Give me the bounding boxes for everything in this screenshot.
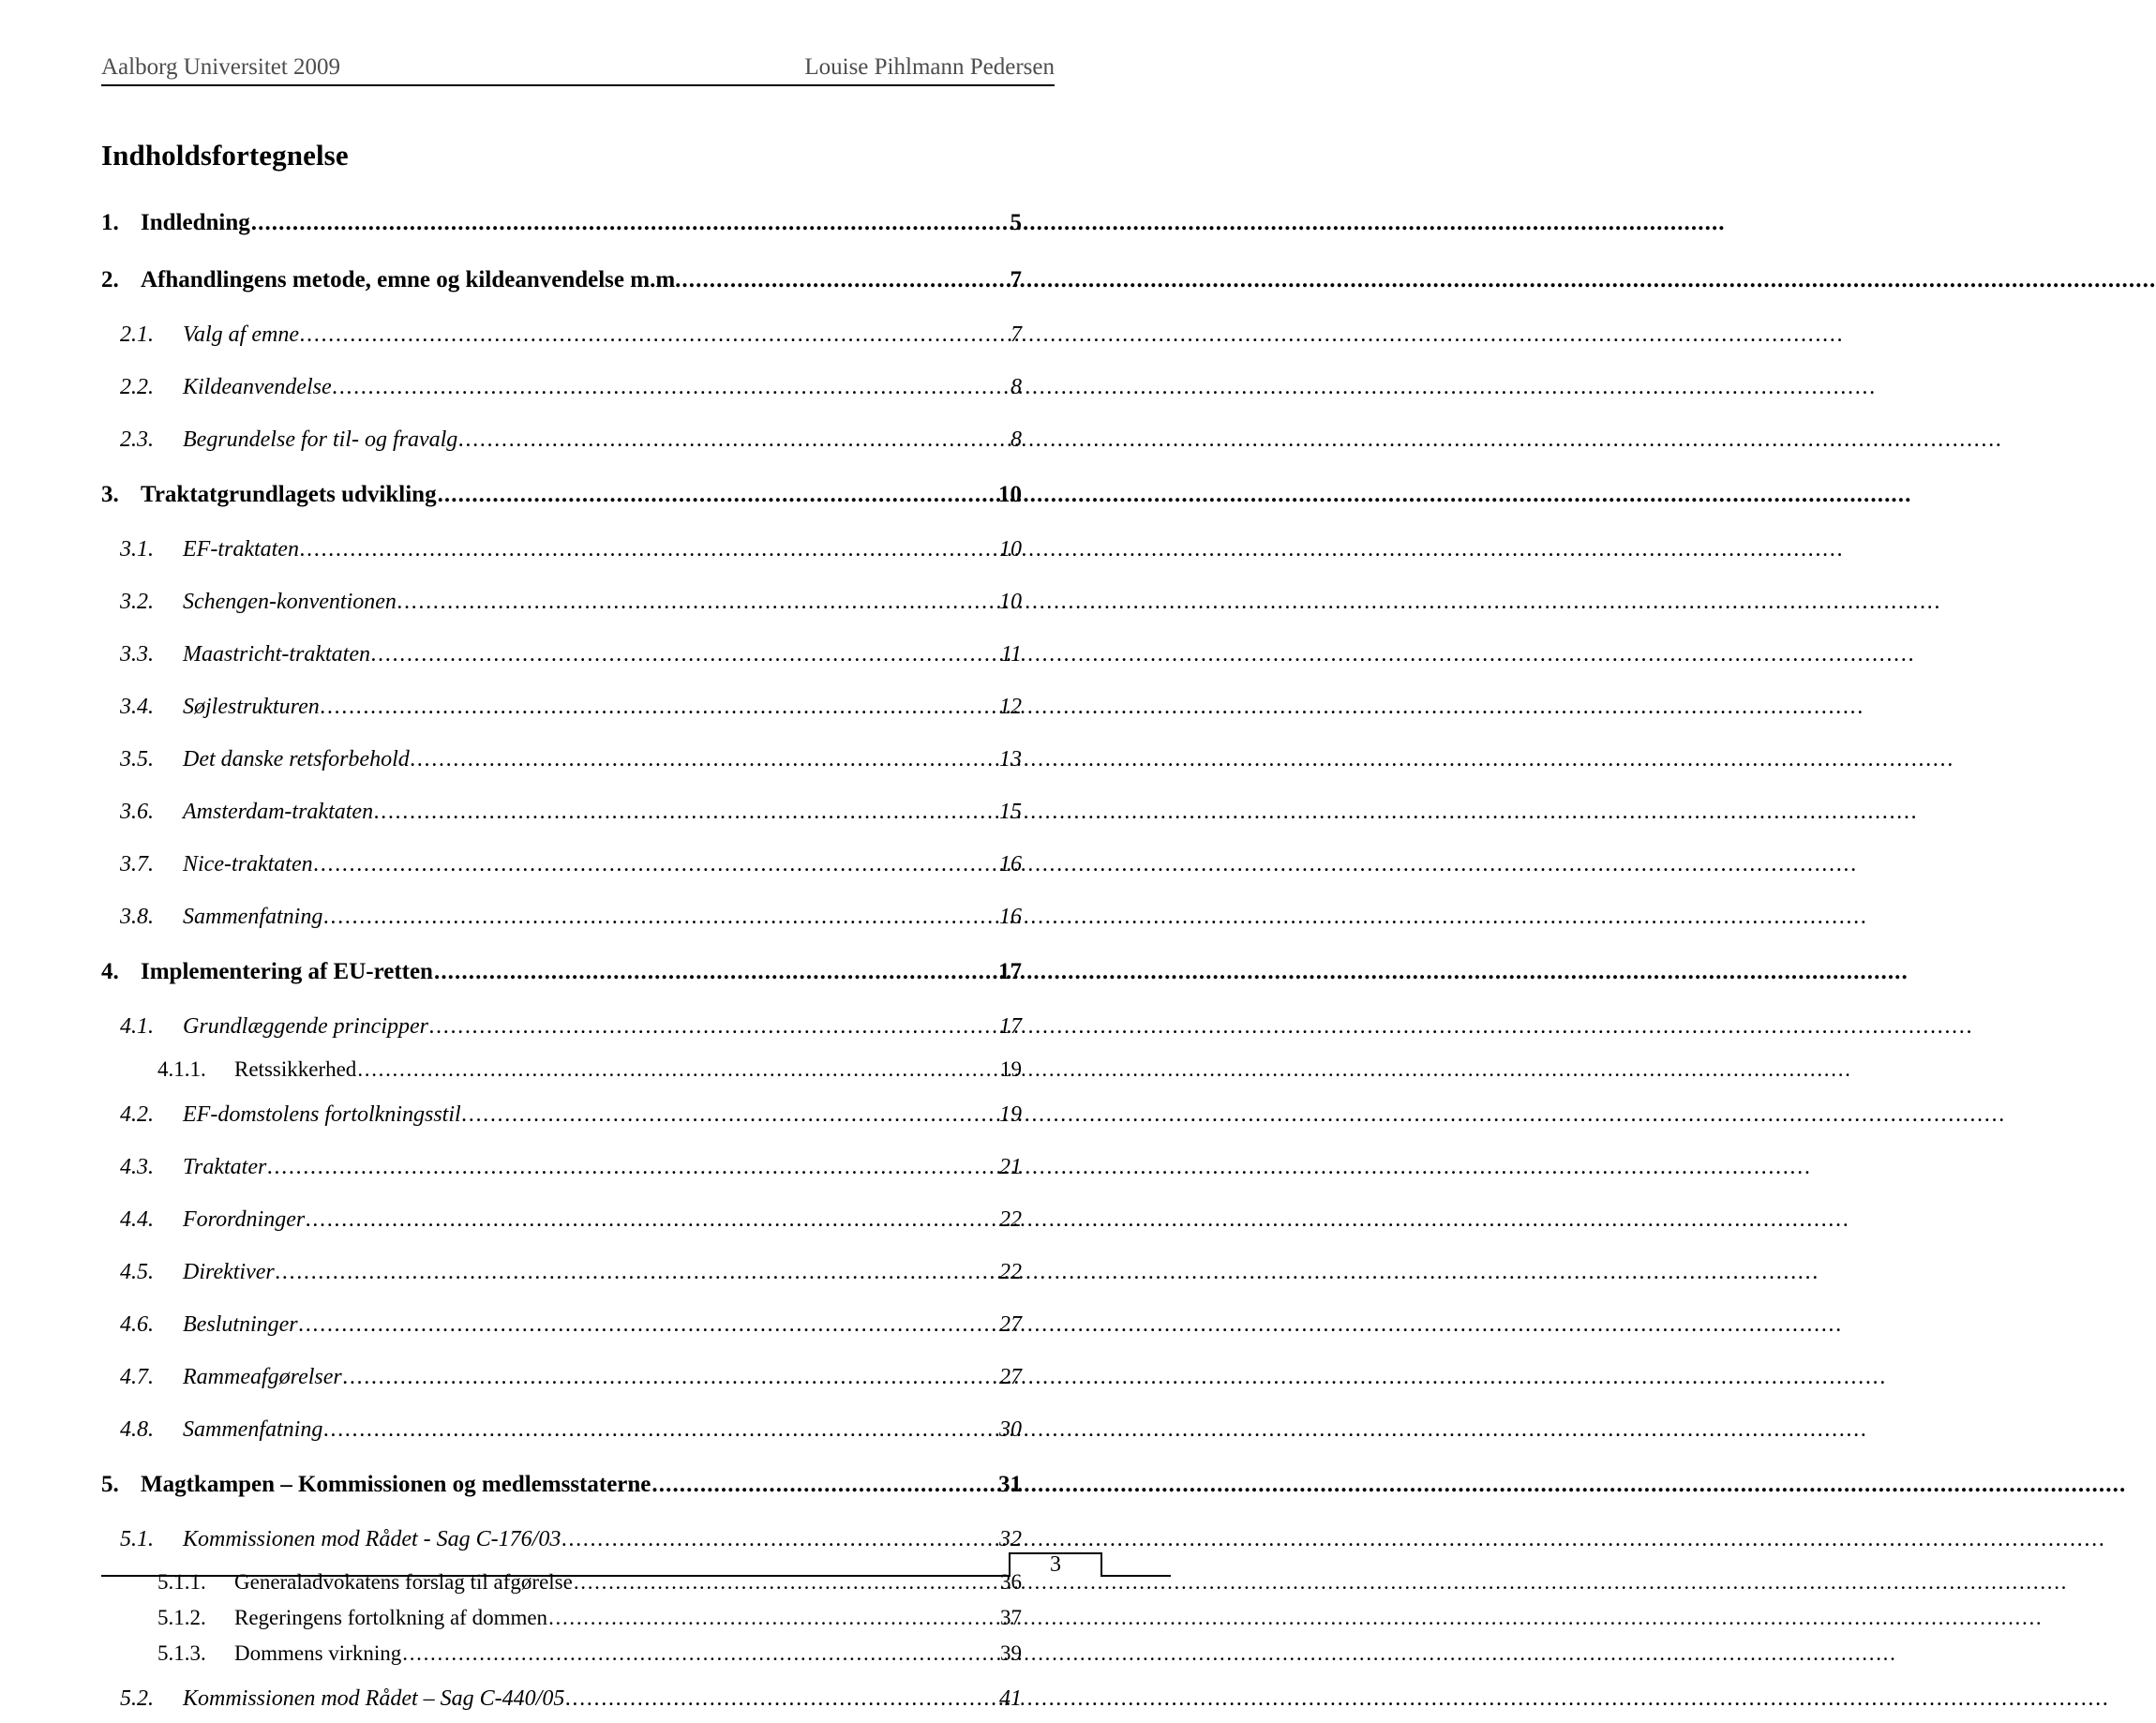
toc-entry-label: Forordninger <box>183 1207 306 1232</box>
toc-entry-level-1[interactable] <box>101 464 1022 521</box>
toc-entry-page-number: 7 <box>1010 267 1022 292</box>
toc-entry-number: 2.3. <box>120 427 154 452</box>
toc-entry-level-2[interactable] <box>101 998 1022 1051</box>
document-footer <box>101 1534 1061 1577</box>
toc-entry-level-2[interactable] <box>101 679 1022 731</box>
toc-entry-level-3[interactable] <box>101 1635 1022 1671</box>
toc-dot-leader <box>343 1366 996 1388</box>
toc-entry-page-number: 5 <box>1010 210 1022 235</box>
toc-entry-level-2[interactable] <box>101 307 1022 359</box>
toc-entry-number: 5. <box>101 1472 119 1497</box>
toc-entry-page-number: 16 <box>999 852 1022 876</box>
toc-entry-label: EF-traktaten <box>183 537 299 562</box>
footer-page-number: 3 <box>1050 1552 1061 1577</box>
toc-dot-leader <box>300 323 1008 346</box>
toc-entry-page-number: 10 <box>999 590 1022 614</box>
footer-rule-right <box>1100 1575 1171 1577</box>
toc-entry-page-number: 21 <box>999 1155 1022 1179</box>
toc-entry-page-number: 15 <box>999 800 1022 824</box>
toc-entry-page-number: 10 <box>998 482 1022 507</box>
toc-entry-number: 4.6. <box>120 1312 154 1337</box>
toc-entry-page-number: 39 <box>1000 1641 1022 1665</box>
toc-entry-level-2[interactable] <box>101 626 1022 679</box>
toc-entry-label: Kommissionen mod Rådet - Sag C-176/03 <box>183 1527 561 1551</box>
toc-entry-label: Begrundelse for til- og fravalg <box>183 427 458 452</box>
toc-entry-page-number: 17 <box>999 1014 1022 1039</box>
toc-entry-level-2[interactable] <box>101 359 1022 412</box>
toc-entry-number: 5.1.2. <box>157 1606 206 1629</box>
toc-dot-leader <box>321 696 996 718</box>
toc-entry-label: Dommens virkning <box>234 1641 402 1665</box>
toc-entry-page-number: 13 <box>999 747 1022 772</box>
toc-dot-leader <box>565 1687 996 1710</box>
header-rule <box>101 84 1055 86</box>
toc-entry-level-1[interactable] <box>101 941 1022 998</box>
toc-entry-page-number: 22 <box>999 1260 1022 1284</box>
toc-dot-leader <box>306 1208 996 1231</box>
toc-entry-number: 2.2. <box>120 375 154 399</box>
toc-dot-leader <box>429 1015 996 1038</box>
toc-dot-leader <box>323 906 996 928</box>
table-of-contents <box>101 192 1022 1723</box>
toc-entry-label: Schengen-konventionen <box>183 590 397 614</box>
toc-entry-level-2[interactable] <box>101 1671 1022 1723</box>
toc-entry-page-number: 32 <box>999 1527 1022 1551</box>
toc-dot-leader <box>357 1058 997 1080</box>
toc-entry-number: 3.4. <box>120 695 154 719</box>
header-institution: Aalborg Universitet 2009 <box>101 54 341 80</box>
toc-entry-number: 3.3. <box>120 642 154 667</box>
toc-entry-level-2[interactable] <box>101 412 1022 464</box>
page-title: Indholdsfortegnelse <box>101 139 349 172</box>
toc-dot-leader <box>276 1261 996 1283</box>
toc-entry-page-number: 41 <box>999 1686 1022 1711</box>
toc-entry-label: Beslutninger <box>183 1312 298 1337</box>
toc-entry-number: 3.5. <box>120 747 154 772</box>
toc-entry-page-number: 27 <box>999 1365 1022 1389</box>
toc-entry-level-2[interactable] <box>101 1086 1022 1139</box>
toc-entry-label: Regeringens fortolkning af dommen <box>234 1606 548 1629</box>
toc-entry-label: Maastricht-traktaten <box>183 642 370 667</box>
header-text-row <box>101 54 1055 84</box>
toc-entry-page-number: 11 <box>1000 642 1022 667</box>
toc-entry-level-2[interactable] <box>101 1296 1022 1349</box>
toc-dot-leader <box>434 960 996 983</box>
toc-entry-number: 4.7. <box>120 1365 154 1389</box>
toc-entry-level-2[interactable] <box>101 521 1022 574</box>
toc-entry-page-number: 16 <box>999 905 1022 929</box>
toc-entry-page-number: 31 <box>998 1472 1022 1497</box>
toc-entry-number: 1. <box>101 210 119 235</box>
toc-entry-number: 2.1. <box>120 322 154 347</box>
toc-entry-page-number: 7 <box>1011 322 1022 347</box>
toc-dot-leader <box>371 643 998 666</box>
toc-entry-label: Kildeanvendelse <box>183 375 332 399</box>
toc-dot-leader <box>681 268 1007 292</box>
toc-dot-leader <box>323 1418 996 1441</box>
toc-dot-leader <box>299 1313 996 1336</box>
toc-dot-leader <box>548 1607 997 1628</box>
toc-entry-number: 4.8. <box>120 1417 154 1442</box>
toc-entry-number: 4.5. <box>120 1260 154 1284</box>
toc-entry-level-3[interactable] <box>101 1599 1022 1635</box>
toc-entry-label: Traktater <box>183 1155 267 1179</box>
toc-dot-leader <box>397 591 996 613</box>
toc-entry-page-number: 30 <box>999 1417 1022 1442</box>
toc-entry-number: 3. <box>101 482 119 507</box>
toc-entry-label: Nice-traktaten <box>183 852 313 876</box>
toc-dot-leader <box>462 1103 996 1126</box>
toc-entry-label: Direktiver <box>183 1260 275 1284</box>
toc-dot-leader <box>314 853 996 876</box>
toc-entry-level-2[interactable] <box>101 889 1022 941</box>
toc-entry-page-number: 19 <box>1000 1057 1022 1081</box>
toc-entry-number: 5.1.3. <box>157 1641 206 1665</box>
toc-entry-label: Indledning <box>141 210 250 235</box>
toc-entry-label: Afhandlingens metode, emne og kildeanvendelse m.m. <box>141 267 681 292</box>
toc-entry-level-2[interactable] <box>101 1139 1022 1191</box>
toc-entry-label: Grundlæggende principper <box>183 1014 428 1039</box>
toc-entry-number: 4.1.1. <box>157 1057 206 1081</box>
toc-entry-page-number: 17 <box>998 959 1022 984</box>
toc-entry-label: Det danske retsforbehold <box>183 747 410 772</box>
toc-entry-label: Sammenfatning <box>183 905 323 929</box>
toc-entry-number: 3.6. <box>120 800 154 824</box>
toc-dot-leader <box>251 211 1008 234</box>
toc-entry-level-2[interactable] <box>101 784 1022 836</box>
toc-dot-leader <box>402 1642 997 1664</box>
toc-dot-leader <box>411 748 996 771</box>
toc-dot-leader <box>374 801 996 823</box>
toc-entry-label: Rammeafgørelser <box>183 1365 342 1389</box>
toc-entry-page-number: 36 <box>1000 1570 1022 1594</box>
toc-entry-level-2[interactable] <box>101 1401 1022 1454</box>
toc-entry-label: Retssikkerhed <box>234 1057 357 1081</box>
document-header <box>101 54 1055 86</box>
toc-entry-page-number: 19 <box>999 1102 1022 1127</box>
toc-entry-number: 4.2. <box>120 1102 154 1127</box>
toc-dot-leader <box>651 1473 996 1496</box>
toc-entry-label: Sammenfatning <box>183 1417 323 1442</box>
toc-entry-level-1[interactable] <box>101 192 1022 249</box>
toc-dot-leader <box>267 1156 996 1178</box>
toc-entry-page-number: 8 <box>1011 375 1022 399</box>
toc-entry-number: 3.8. <box>120 905 154 929</box>
toc-entry-level-2[interactable] <box>101 1244 1022 1296</box>
toc-entry-page-number: 37 <box>1000 1606 1022 1629</box>
toc-entry-page-number: 8 <box>1011 427 1022 452</box>
toc-entry-page-number: 12 <box>999 695 1022 719</box>
toc-entry-page-number: 10 <box>999 537 1022 562</box>
toc-entry-number: 4.3. <box>120 1155 154 1179</box>
toc-entry-number: 3.1. <box>120 537 154 562</box>
toc-dot-leader <box>438 483 996 506</box>
toc-dot-leader <box>333 376 1008 398</box>
toc-entry-number: 5.2. <box>120 1686 154 1711</box>
toc-entry-number: 5.1.1. <box>157 1570 206 1594</box>
toc-entry-label: Valg af emne <box>183 322 299 347</box>
toc-entry-level-2[interactable] <box>101 731 1022 784</box>
toc-entry-number: 4.4. <box>120 1207 154 1232</box>
toc-entry-level-2[interactable] <box>101 1349 1022 1401</box>
toc-entry-level-1[interactable] <box>101 1454 1022 1511</box>
toc-entry-level-3[interactable] <box>101 1051 1022 1086</box>
toc-entry-label: EF-domstolens fortolkningsstil <box>183 1102 461 1127</box>
footer-rule-left <box>101 1575 1011 1577</box>
toc-entry-label: Søjlestrukturen <box>183 695 320 719</box>
toc-entry-number: 3.7. <box>120 852 154 876</box>
toc-dot-leader <box>300 538 996 561</box>
toc-entry-page-number: 27 <box>999 1312 1022 1337</box>
toc-entry-label: Magtkampen – Kommissionen og medlemsstaterne <box>141 1472 651 1497</box>
toc-entry-number: 4. <box>101 959 119 984</box>
toc-entry-label: Implementering af EU-retten <box>141 959 433 984</box>
toc-entry-number: 2. <box>101 267 119 292</box>
toc-entry-label: Amsterdam-traktaten <box>183 800 374 824</box>
toc-entry-level-2[interactable] <box>101 836 1022 889</box>
toc-entry-number: 5.1. <box>120 1527 154 1551</box>
toc-entry-level-1[interactable] <box>101 249 1022 307</box>
toc-entry-number: 3.2. <box>120 590 154 614</box>
toc-entry-label: Kommissionen mod Rådet – Sag C-440/05 <box>183 1686 565 1711</box>
toc-entry-label: Traktatgrundlagets udvikling <box>141 482 437 507</box>
toc-entry-page-number: 22 <box>999 1207 1022 1232</box>
toc-entry-label: Generaladvokatens forslag til afgørelse <box>234 1570 573 1594</box>
toc-entry-level-2[interactable] <box>101 574 1022 626</box>
toc-dot-leader <box>458 428 1008 451</box>
header-author: Louise Pihlmann Pedersen <box>804 54 1055 80</box>
toc-entry-level-2[interactable] <box>101 1191 1022 1244</box>
toc-entry-number: 4.1. <box>120 1014 154 1039</box>
